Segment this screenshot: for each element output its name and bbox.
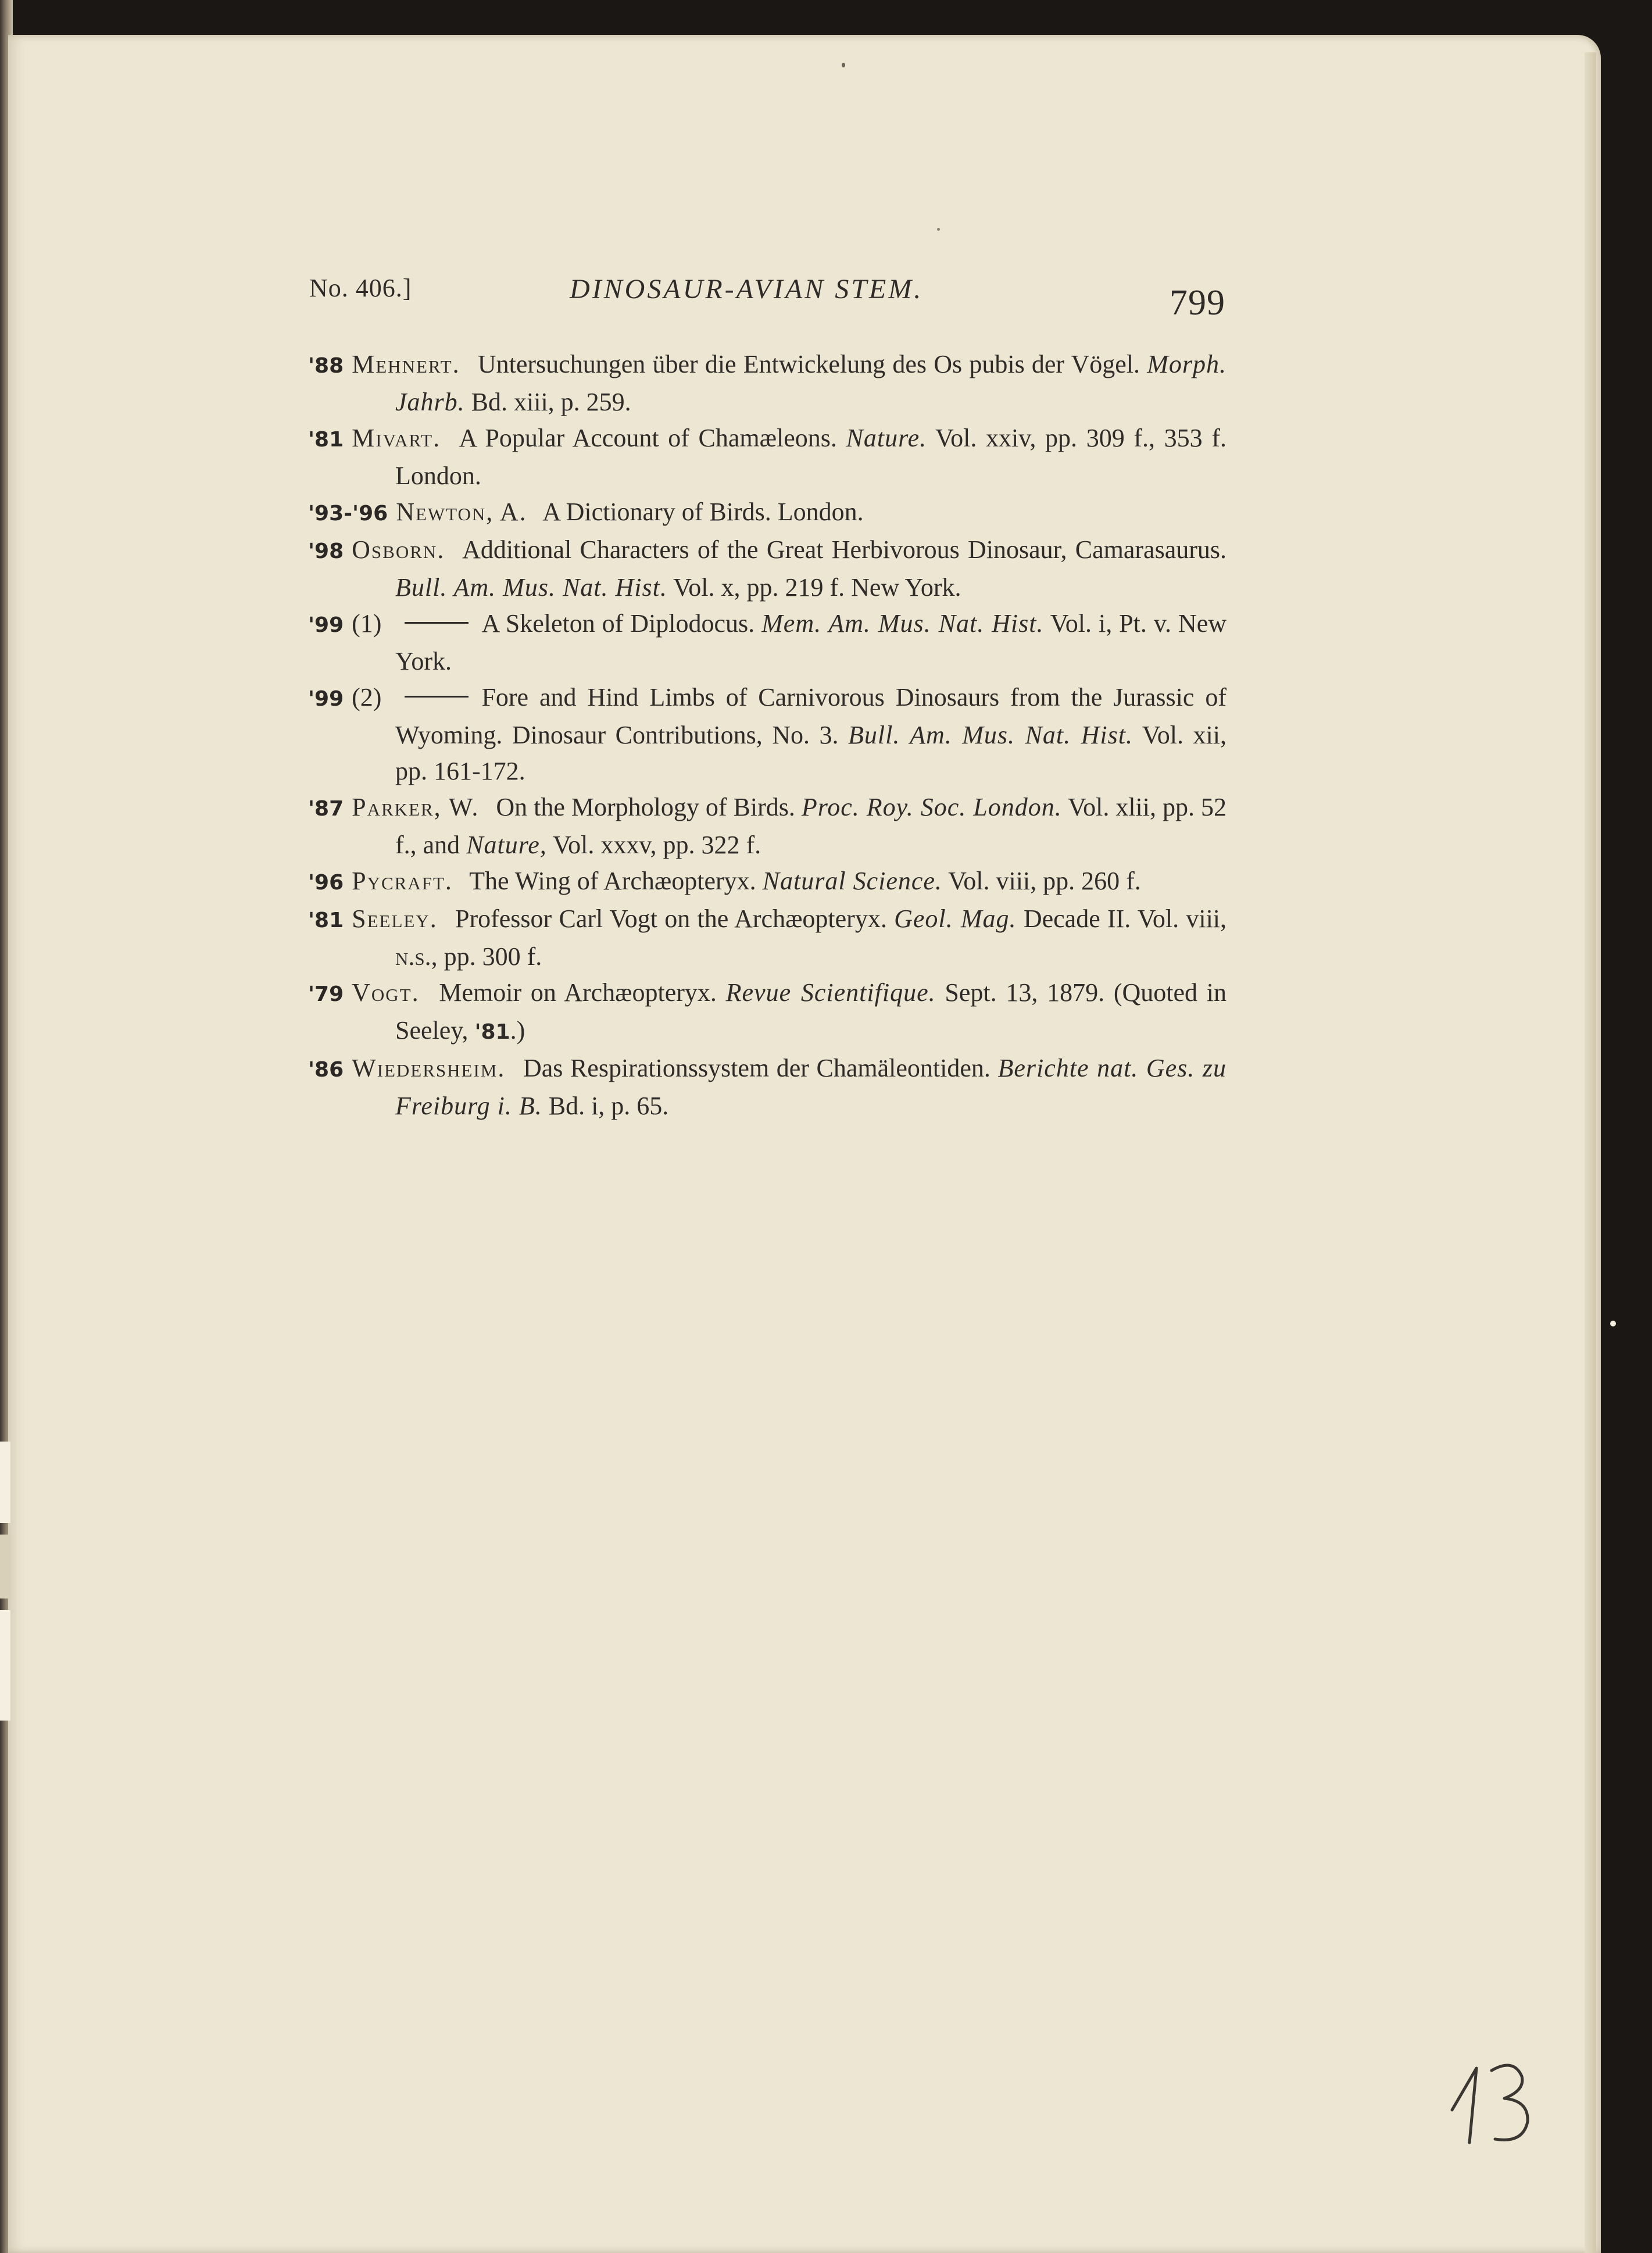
ditto-dash <box>405 696 469 698</box>
reference-title: On the Morphology of Birds. <box>496 793 795 821</box>
reference-journal: Berichte nat. Ges. zu Freiburg i. B. <box>395 1054 1227 1120</box>
ditto-dash <box>405 622 469 624</box>
reference-title: The Wing of Archæopteryx. <box>469 867 756 895</box>
reference-details: Vol. xxiv, pp. 309 f., 353 f. London. <box>395 424 1227 490</box>
reference-year: '93-'96 <box>308 502 388 525</box>
reference-title: Memoir on Archæopteryx. <box>439 978 717 1007</box>
reference-journal: Proc. Roy. Soc. London. <box>801 793 1062 821</box>
reference-year: '98 <box>308 539 344 563</box>
reference-details: Bd. xiii, p. 259. <box>471 388 631 416</box>
reference-author: Pycraft. <box>352 867 453 895</box>
reference-entry <box>308 975 1227 1050</box>
paper-speck <box>1610 1321 1616 1326</box>
reference-title: Fore and Hind Limbs of Carnivorous Dinosaurs from the Jurassic of Wyoming. Dinosaur Contributions, No. 3. <box>395 683 1227 749</box>
reference-entry <box>308 863 1227 901</box>
reference-year: '81 <box>308 909 344 932</box>
reference-title: Additional Characters of the Great Herbivorous Dinosaur, Camarasaurus. <box>462 535 1227 564</box>
cross-reference-year: '81 <box>474 1020 510 1044</box>
reference-title: A Skeleton of Diplodocus. <box>481 609 755 638</box>
reference-entry <box>308 789 1227 863</box>
reference-year: '79 <box>308 982 344 1006</box>
page-tab-dark <box>0 1535 10 1598</box>
reference-journal: Nature. <box>846 424 927 452</box>
reference-title: Das Respirationssystem der Chamäleontiden. <box>523 1054 991 1082</box>
reference-journal: Morph. Jahrb. <box>395 350 1227 416</box>
reference-entry <box>308 680 1227 789</box>
reference-journal: Mem. Am. Mus. Nat. Hist. <box>761 609 1044 638</box>
reference-title: Untersuchungen über die Entwickelung des Os pubis der Vögel. <box>477 350 1140 378</box>
reference-details: Vol. xxxv, pp. 322 f. <box>553 831 761 859</box>
reference-title: Professor Carl Vogt on the Archæopteryx. <box>455 904 887 933</box>
reference-author: Mivart. <box>352 424 441 452</box>
reference-year: '88 <box>308 354 344 378</box>
reference-details: Vol. x, pp. 219 f. New York. <box>673 573 961 602</box>
reference-journal: Bull. Am. Mus. Nat. Hist. <box>395 573 667 602</box>
reference-year: '96 <box>308 871 344 895</box>
reference-number: (2) <box>352 683 382 711</box>
reference-entry <box>308 494 1227 532</box>
reference-author: Newton, A. <box>396 498 527 526</box>
reference-entry <box>308 532 1227 606</box>
reference-details: Vol. xlii, pp. 52 f., and <box>395 793 1227 859</box>
page-edge <box>1585 52 1596 2253</box>
reference-entry <box>308 901 1227 975</box>
reference-number: (1) <box>352 609 382 638</box>
reference-journal: Natural Science. <box>762 867 942 895</box>
reference-year: '86 <box>308 1058 344 1082</box>
issue-number: No. 406.] <box>309 274 412 302</box>
reference-series: n.s., <box>395 942 438 971</box>
reference-entry <box>308 606 1227 680</box>
running-head <box>309 273 1239 326</box>
reference-details: Bd. i, p. 65. <box>548 1092 669 1120</box>
reference-journal: Geol. Mag. <box>894 904 1017 933</box>
reference-journal: Nature, <box>466 831 547 859</box>
reference-list <box>308 346 1227 1124</box>
reference-author: Wiedersheim. <box>352 1054 506 1082</box>
reference-details: Vol. xii, pp. 161-172. <box>395 721 1227 785</box>
reference-author: Vogt. <box>352 978 420 1007</box>
paper-speck <box>937 228 940 231</box>
page-tab-light <box>0 1442 10 1523</box>
reference-journal: Revue Scientifique. <box>725 978 936 1007</box>
reference-entry <box>308 346 1227 420</box>
running-title: DINOSAUR-AVIAN STEM. <box>570 274 924 305</box>
reference-details: .) <box>510 1016 525 1045</box>
reference-details: Sept. 13, 1879. (Quoted in Seeley, <box>395 978 1227 1045</box>
handwritten-folio-number <box>1435 2040 1551 2157</box>
paper-speck <box>842 63 845 67</box>
reference-title: A Dictionary of Birds. London. <box>542 498 864 526</box>
reference-author: Mehnert. <box>352 350 460 378</box>
reference-year: '81 <box>308 428 344 452</box>
reference-entry <box>308 1050 1227 1124</box>
page-tab-light <box>0 1610 10 1721</box>
reference-title: A Popular Account of Chamæleons. <box>459 424 837 452</box>
reference-entry <box>308 420 1227 494</box>
page-number: 799 <box>1170 283 1225 323</box>
reference-details: pp. 300 f. <box>444 942 542 971</box>
reference-details: Decade II. Vol. viii, <box>1023 904 1227 933</box>
reference-year: '99 <box>308 687 344 711</box>
reference-journal: Bull. Am. Mus. Nat. Hist. <box>848 721 1133 749</box>
reference-year: '99 <box>308 613 344 637</box>
reference-details: Vol. i, Pt. v. New York. <box>395 609 1227 675</box>
reference-details: Vol. viii, pp. 260 f. <box>948 867 1141 895</box>
reference-author: Parker, W. <box>352 793 480 821</box>
reference-author: Osborn. <box>352 535 445 564</box>
reference-author: Seeley. <box>352 904 438 933</box>
reference-year: '87 <box>308 797 344 821</box>
